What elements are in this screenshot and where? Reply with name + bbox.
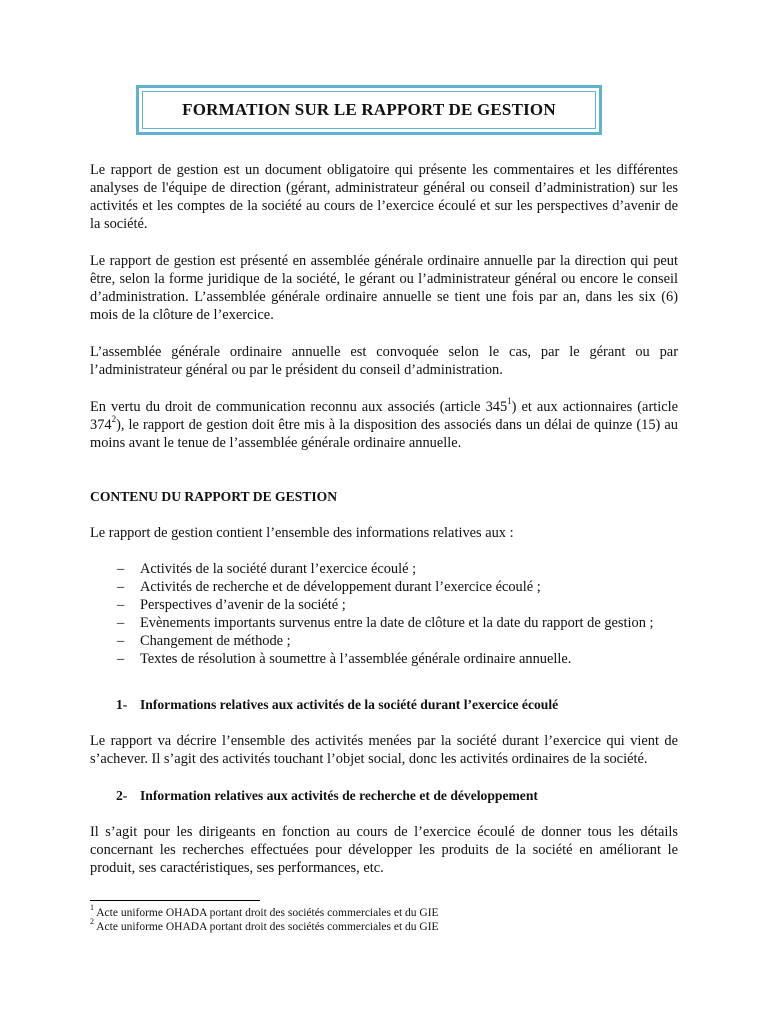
footnote-2 xyxy=(90,917,678,934)
paragraph-3: L’assemblée générale ordinaire annuelle est convoquée selon le cas, par le gérant ou par l’administrateur général ou par le président du conseil d’administration. xyxy=(90,344,678,378)
subsection-2-text: Il s’agit pour les dirigeants en fonction au cours de l’exercice écoulé de donner tous les détails concernant les recherches effectuées pour développer les produits de la société en améliorant le produit, ses caractéristiques, ses performances, etc. xyxy=(90,824,678,876)
footnote-1 xyxy=(90,903,678,920)
subsection-1-heading xyxy=(90,696,678,714)
footnote-ref-1: 1 xyxy=(507,396,512,407)
subsection-2-number: 2- xyxy=(116,788,128,803)
dash-bullet: – xyxy=(117,633,125,649)
list-item xyxy=(90,614,678,632)
list-item-text: Activités de la société durant l’exercice écoulé ; xyxy=(140,561,417,577)
section-heading: CONTENU DU RAPPORT DE GESTION xyxy=(90,489,338,504)
dash-bullet: – xyxy=(117,579,125,595)
list-item xyxy=(90,650,678,668)
subsection-2-title: Information relatives aux activités de recherche et de développement xyxy=(140,788,538,803)
footnote-1-text: Acte uniforme OHADA portant droit des sociétés commerciales et du GIE xyxy=(94,907,439,919)
document-body xyxy=(90,161,678,877)
document-title: FORMATION SUR LE RAPPORT DE GESTION xyxy=(182,100,556,119)
content-list xyxy=(90,560,678,668)
list-item-text: Perspectives d’avenir de la société ; xyxy=(140,597,346,613)
dash-bullet: – xyxy=(117,561,125,577)
dash-bullet: – xyxy=(117,615,125,631)
list-item-text: Changement de méthode ; xyxy=(140,633,291,649)
list-item xyxy=(90,632,678,650)
paragraph-1: Le rapport de gestion est un document obligatoire qui présente les commentaires et les différentes analyses de l'équipe de direction (gérant, administrateur général ou conseil d’administration) sur les activités et les comptes de la société au cours de l’exercice écoulé et sur les perspectives d’avenir de la société. xyxy=(90,162,678,232)
list-item-text: Textes de résolution à soumettre à l’assemblée générale ordinaire annuelle. xyxy=(140,651,572,667)
dash-bullet: – xyxy=(117,651,125,667)
list-item-text: Activités de recherche et de développement durant l’exercice écoulé ; xyxy=(140,579,541,595)
paragraph-2: Le rapport de gestion est présenté en assemblée générale ordinaire annuelle par la direction qui peut être, selon la forme juridique de la société, le gérant ou l’administrateur général ou encore le conseil d’administration. L’assemblée générale ordinaire annuelle se tient une fois par an, dans les six (6) mois de la clôture de l’exercice. xyxy=(90,253,678,323)
list-item-text: Evènements importants survenus entre la date de clôture et la date du rapport de gestion ; xyxy=(140,615,654,631)
footnote-mark-2: 2 xyxy=(90,917,94,927)
footnote-2-text: Acte uniforme OHADA portant droit des sociétés commerciales et du GIE xyxy=(94,921,439,933)
paragraph-4-part2: ) et aux actionnaires (article 374 xyxy=(90,399,679,433)
dash-bullet: – xyxy=(117,597,125,613)
list-item xyxy=(90,560,678,578)
section-intro: Le rapport de gestion contient l’ensemble des informations relatives aux : xyxy=(90,525,514,541)
list-item xyxy=(90,596,678,614)
footnote-separator xyxy=(90,900,260,901)
list-item xyxy=(90,578,678,596)
paragraph-4-part3: ), le rapport de gestion doit être mis à la disposition des associés dans un délai de quinze (15) au moins avant le tenue de l’assemblée générale ordinaire annuelle. xyxy=(90,417,678,451)
paragraph-4 xyxy=(90,398,678,452)
subsection-1-title: Informations relatives aux activités de la société durant l’exercice écoulé xyxy=(140,697,559,712)
subsection-1-number: 1- xyxy=(116,697,128,712)
paragraph-4-part1: En vertu du droit de communication reconnu aux associés (article 345 xyxy=(90,399,508,415)
title-box xyxy=(136,85,602,135)
subsection-1-text: Le rapport va décrire l’ensemble des activités menées par la société durant l’exercice qui vient de s’achever. Il s’agit des activités touchant l’objet social, donc les activités ordinaires de la société. xyxy=(90,733,678,767)
footnotes xyxy=(90,900,678,934)
subsection-2-heading xyxy=(90,787,678,805)
footnote-mark-1: 1 xyxy=(90,903,94,913)
footnote-ref-2: 2 xyxy=(111,414,117,425)
